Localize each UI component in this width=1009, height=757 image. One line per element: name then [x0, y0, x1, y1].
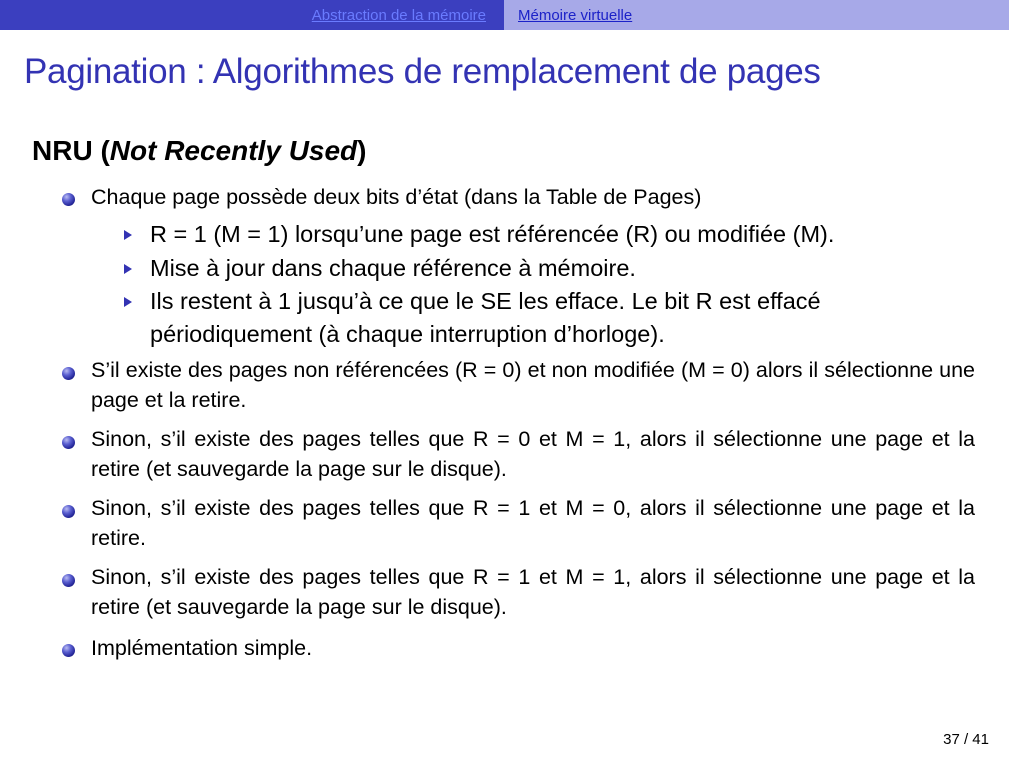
sub-list-item: R = 1 (M = 1) lorsqu’une page est référencée (R) ou modifiée (M).	[150, 221, 835, 247]
triangle-bullet-icon	[124, 297, 132, 307]
nav-section-left	[0, 0, 504, 30]
list-item: Sinon, s’il existe des pages telles que R = 0 et M = 1, alors il sélectionne une page et la retire (et sauvegarde la page sur le disque).	[91, 427, 975, 481]
list-item: Chaque page possède deux bits d’état (dans la Table de Pages)	[91, 185, 702, 209]
bullet-icon	[62, 436, 75, 449]
nav-link-memoire-virtuelle[interactable]: Mémoire virtuelle	[518, 6, 633, 24]
slide-title: Pagination : Algorithmes de remplacement de pages	[24, 52, 821, 91]
sub-list-item: Ils restent à 1 jusqu’à ce que le SE les efface. Le bit R est effacé	[150, 288, 821, 314]
bullet-icon	[62, 505, 75, 518]
triangle-bullet-icon	[124, 264, 132, 274]
bullet-icon	[62, 644, 75, 657]
list-item: S’il existe des pages non référencées (R = 0) et non modifiée (M = 0) alors il sélectionne une page et la retire.	[91, 358, 975, 412]
page-number: 37 / 41	[943, 731, 989, 748]
nav-section-right	[504, 0, 1009, 30]
nav-link-abstraction-memoire[interactable]: Abstraction de la mémoire	[311, 6, 486, 24]
list-item: Sinon, s’il existe des pages telles que R = 1 et M = 0, alors il sélectionne une page et la retire.	[91, 496, 975, 550]
bullet-icon	[62, 193, 75, 206]
bullet-icon	[62, 574, 75, 587]
list-item: Implémentation simple.	[91, 636, 313, 660]
list-item: Sinon, s’il existe des pages telles que R = 1 et M = 1, alors il sélectionne une page et la retire (et sauvegarde la page sur le disque).	[91, 565, 975, 619]
top-navigation-bar	[0, 0, 1009, 30]
block-title-italic: Not Recently Used	[109, 135, 358, 166]
block-title-prefix: NRU (	[32, 135, 110, 166]
sub-list-item: Mise à jour dans chaque référence à mémoire.	[150, 255, 636, 281]
triangle-bullet-icon	[124, 230, 132, 240]
sub-list-item-continuation: périodiquement (à chaque interruption d’horloge).	[150, 321, 665, 347]
bullet-icon	[62, 367, 75, 380]
block-title	[32, 135, 367, 167]
block-title-suffix: )	[357, 135, 367, 166]
